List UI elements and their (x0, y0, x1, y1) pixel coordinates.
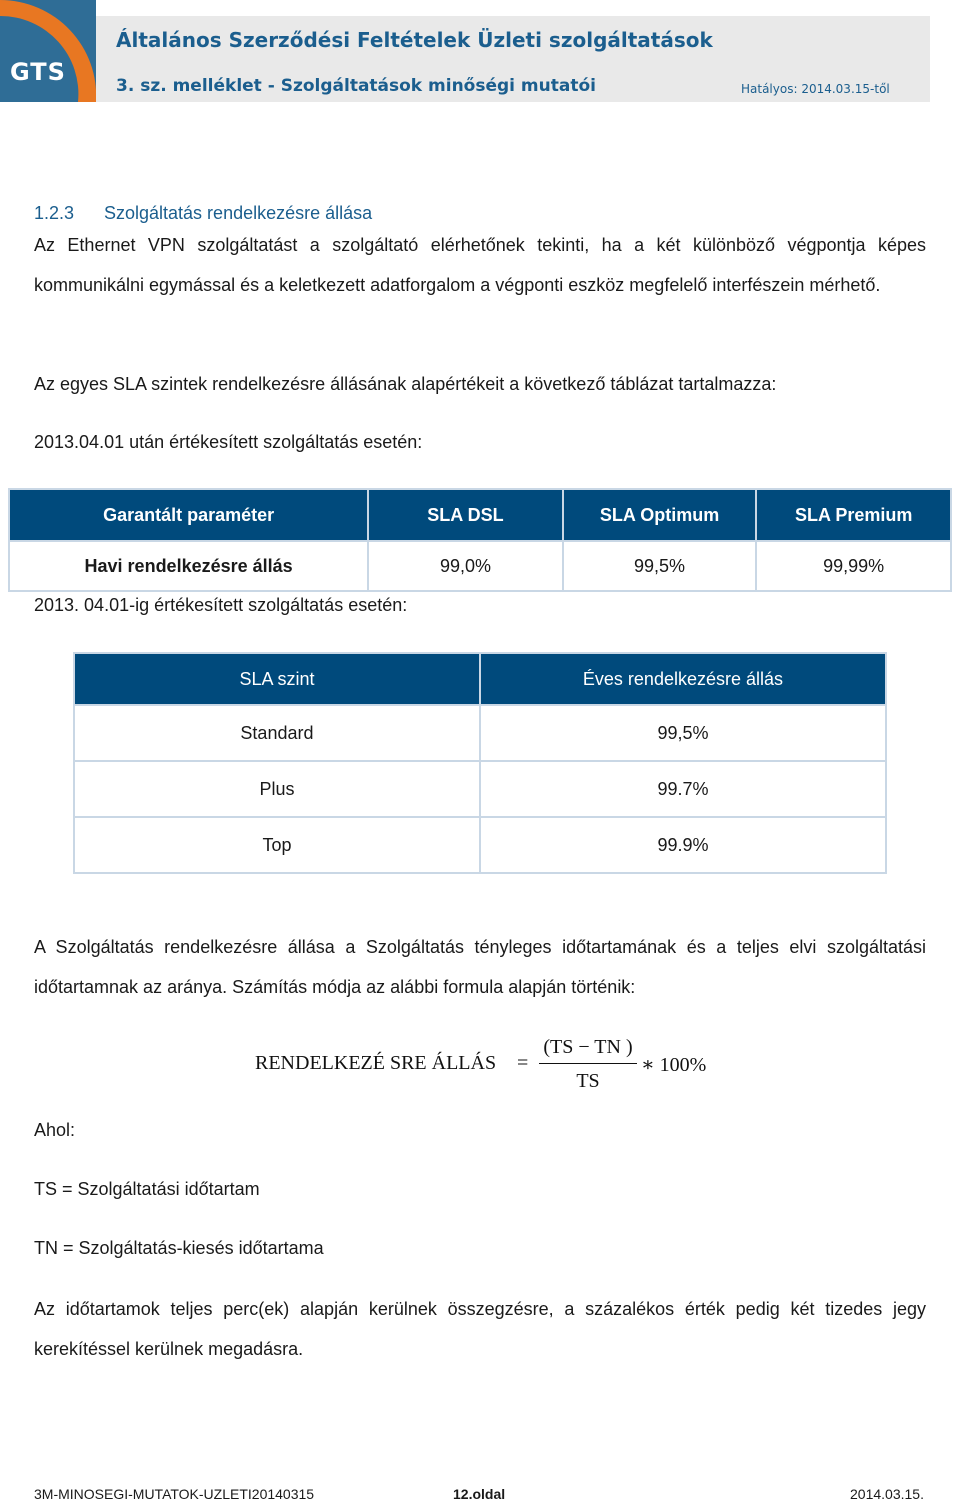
cell-sla-dsl-value: 99,0% (368, 541, 563, 591)
cell-level: Plus (74, 761, 480, 817)
tn-definition: TN = Szolgáltatás-kiesés időtartama (34, 1238, 324, 1258)
header-sla-dsl: SLA DSL (368, 489, 563, 541)
formula-lhs: RENDELKEZÉ SRE ÁLLÁS (255, 1052, 497, 1074)
after-2013-label: 2013.04.01 után értékesített szolgáltatás esetén: (34, 432, 423, 452)
document-title: Általános Szerződési Feltételek Üzleti szolgáltatások (116, 28, 713, 52)
section-heading (34, 203, 372, 224)
rounding-paragraph: Az időtartamok teljes perc(ek) alapján kerülnek összegzésre, a százalékos érték pedig két tizedes jegy kerekítéssel kerülnek megadásra. (34, 1299, 926, 1359)
cell-sla-optimum-value: 99,5% (563, 541, 757, 591)
cell-level: Standard (74, 705, 480, 761)
table-row (74, 705, 886, 761)
formula-numerator: (TS − TN ) (543, 1036, 633, 1058)
table-row (74, 761, 886, 817)
cell-availability: 99.7% (480, 761, 886, 817)
formula-denominator: TS (576, 1070, 600, 1092)
fraction-bar (539, 1063, 637, 1064)
cell-level: Top (74, 817, 480, 873)
header-sla-szint: SLA szint (74, 653, 480, 705)
table-intro-text: Az egyes SLA szintek rendelkezésre állásának alapértékeit a következő táblázat tartalmazza: (34, 374, 777, 394)
intro-paragraph: Az Ethernet VPN szolgáltatást a szolgáltató elérhetőnek tekinti, ha a két különböző végpontja képes kommunikálni egymással és a keletkezett adatforgalom a végponti eszköz megfelelő interfészein mérhető. (34, 235, 926, 295)
header-sla-premium: SLA Premium (756, 489, 951, 541)
footer-date: 2014.03.15. (850, 1486, 924, 1502)
cell-sla-premium-value: 99,99% (756, 541, 951, 591)
gts-logo-graphic (0, 0, 96, 102)
sla-table-before-2013 (73, 652, 887, 874)
logo-text: GTS (10, 58, 66, 86)
cell-availability: 99,5% (480, 705, 886, 761)
cell-parameter: Havi rendelkezésre állás (9, 541, 368, 591)
header-eves-rendelkezesre-allas: Éves rendelkezésre állás (480, 653, 886, 705)
document-subtitle: 3. sz. melléklet - Szolgáltatások minőségi mutatói (116, 76, 596, 96)
before-2013-label: 2013. 04.01-ig értékesített szolgáltatás esetén: (34, 595, 408, 615)
valid-from-date: Hatályos: 2014.03.15-től (741, 82, 890, 96)
table-header-row (9, 489, 951, 541)
table-row (74, 817, 886, 873)
ts-definition: TS = Szolgáltatási időtartam (34, 1179, 260, 1199)
section-title: Szolgáltatás rendelkezésre állása (104, 203, 373, 223)
where-label: Ahol: (34, 1120, 76, 1140)
header-garantalt-parameter: Garantált paraméter (9, 489, 368, 541)
footer-page-number: 12.oldal (453, 1486, 506, 1502)
definition-paragraph: A Szolgáltatás rendelkezésre állása a Szolgáltatás tényleges időtartamának és a teljes elvi szolgáltatási időtartamnak az aránya. Számítás módja az alábbi formula alapján történik: (34, 937, 926, 997)
formula-multiplier: ∗ 100% (641, 1054, 707, 1076)
availability-formula (255, 1036, 725, 1096)
table-row (9, 541, 951, 591)
section-number: 1.2.3 (34, 203, 75, 223)
gts-logo (0, 0, 96, 102)
cell-availability: 99.9% (480, 817, 886, 873)
table-header-row (74, 653, 886, 705)
sla-table-after-2013 (8, 488, 952, 592)
footer-doc-code: 3M-MINOSEGI-MUTATOK-UZLETI20140315 (34, 1486, 315, 1502)
header-sla-optimum: SLA Optimum (563, 489, 757, 541)
formula-equals: = (517, 1052, 529, 1074)
